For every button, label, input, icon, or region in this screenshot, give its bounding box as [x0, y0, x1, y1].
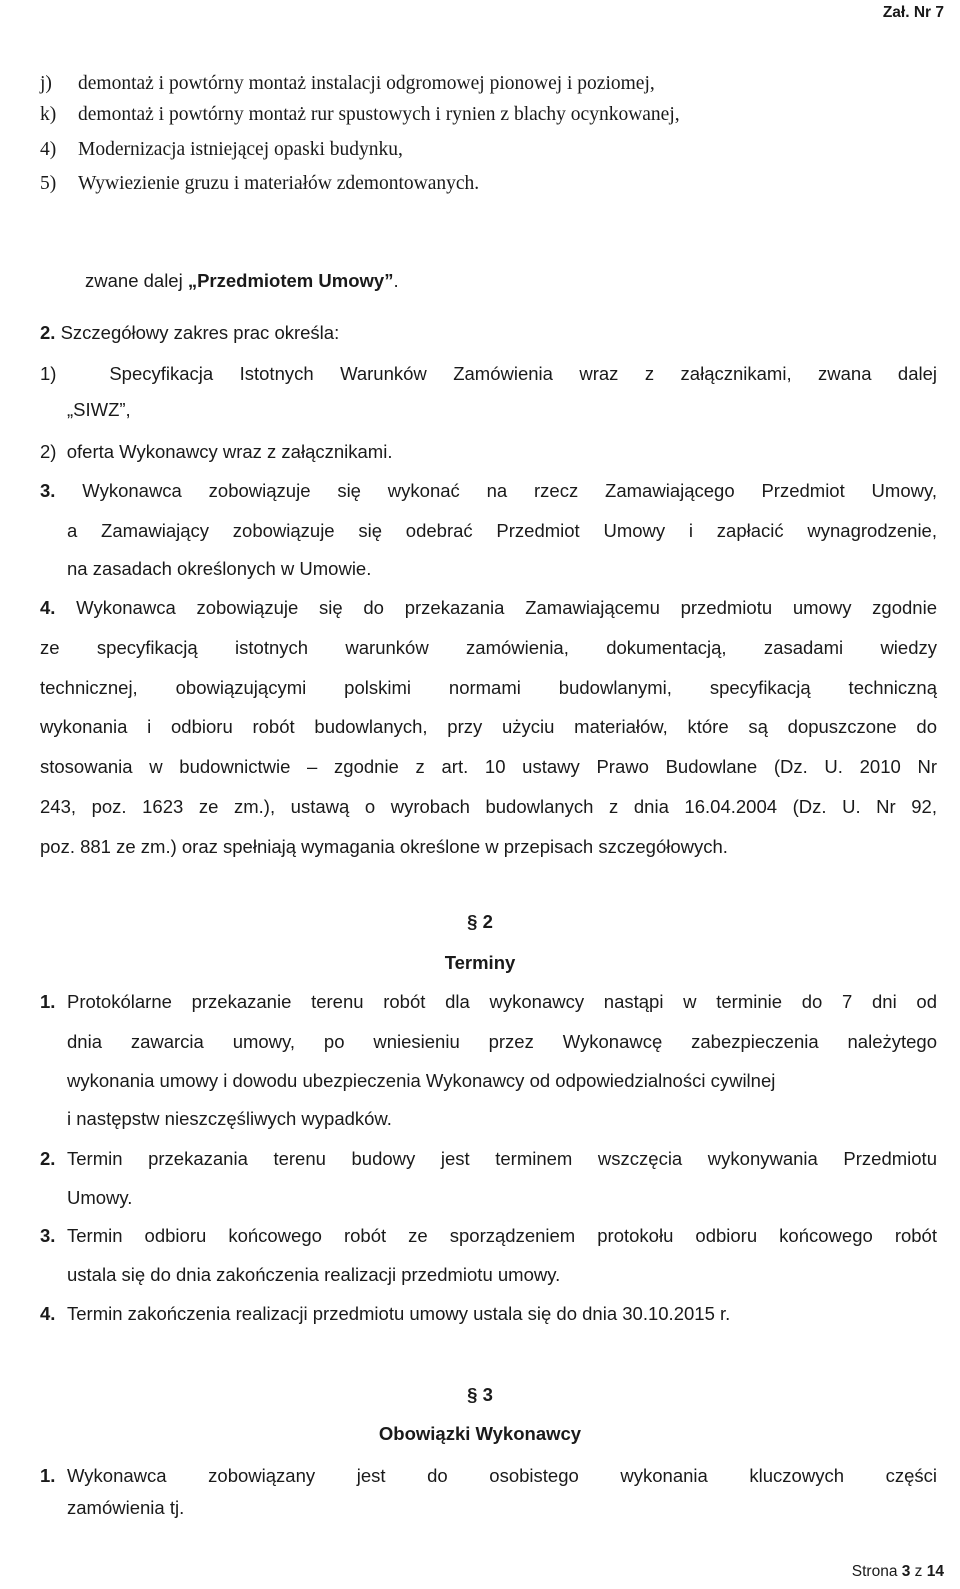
list-marker: 5) — [40, 173, 57, 194]
paragraph-4-line: wykonania i odbioru robót budowlanych, przy użyciu materiałów, które są dopuszczone do — [40, 716, 937, 737]
paragraph-number: 4. — [40, 597, 56, 618]
intro-line: zwane dalej „Przedmiotem Umowy”. — [85, 270, 399, 291]
section-title: Terminy — [444, 952, 516, 973]
section-title: Obowiązki Wykonawcy — [378, 1423, 582, 1444]
attachment-label: Zał. Nr 7 — [882, 4, 944, 21]
list-text: Wywiezienie gruzu i materiałów zdemontowanych. — [78, 173, 480, 194]
paragraph-2: 2. Szczegółowy zakres prac określa: — [40, 322, 340, 343]
item-line: wykonania umowy i dowodu ubezpieczenia Wykonawcy od odpowiedzialności cywilnej — [67, 1070, 776, 1091]
item-line: Umowy. — [67, 1187, 133, 1208]
item-line: Protokólarne przekazanie terenu robót dla wykonawcy nastąpi w terminie do 7 dni od — [67, 991, 937, 1012]
list-item — [40, 173, 479, 195]
subject-term: „Przedmiotem Umowy” — [187, 270, 394, 291]
paragraph-3-line: a Zamawiający zobowiązuje się odebrać Przedmiot Umowy i zapłacić wynagrodzenie, — [67, 520, 937, 541]
paragraph-number: 2. — [40, 322, 56, 343]
item-number: 2. — [40, 1148, 56, 1169]
paragraph-3-line: na zasadach określonych w Umowie. — [67, 558, 372, 579]
item-line: Termin zakończenia realizacji przedmiotu umowy ustala się do dnia 30.10.2015 r. — [67, 1303, 731, 1324]
item-line: zamówienia tj. — [67, 1497, 185, 1518]
paragraph-4-line: ze specyfikacją istotnych warunków zamówienia, dokumentacją, zasadami wiedzy — [40, 637, 937, 658]
list-marker: j) — [40, 73, 52, 94]
item-line: Termin odbioru końcowego robót ze sporządzeniem protokołu odbioru końcowego robót — [67, 1225, 937, 1246]
list-marker: 4) — [40, 139, 57, 160]
paragraph-3-line: 3. Wykonawca zobowiązuje się wykonać na rzecz Zamawiającego Przedmiot Umowy, — [40, 480, 937, 501]
paragraph-4-line: technicznej, obowiązującymi polskimi normami budowlanymi, specyfikacją techniczną — [40, 677, 937, 698]
list-item — [40, 139, 403, 161]
item-number: 1. — [40, 991, 56, 1012]
list-item — [40, 104, 680, 126]
section-symbol: § 2 — [467, 911, 493, 932]
list-text: demontaż i powtórny montaż rur spustowych i rynien z blachy ocynkowanej, — [78, 104, 680, 125]
list-text: demontaż i powtórny montaż instalacji odgromowej pionowej i poziomej, — [78, 73, 655, 94]
p2-item-1: 1) Specyfikacja Istotnych Warunków Zamówienia wraz z załącznikami, zwana dalej — [40, 363, 938, 384]
paragraph-4-line: stosowania w budownictwie – zgodnie z art. 10 ustawy Prawo Budowlane (Dz. U. 2010 Nr — [40, 756, 937, 777]
item-line: i następstw nieszczęśliwych wypadków. — [67, 1108, 392, 1129]
list-item — [40, 73, 655, 95]
siwz-label: „SIWZ”, — [67, 399, 131, 420]
item-number: 4. — [40, 1303, 56, 1324]
list-text: Modernizacja istniejącej opaski budynku, — [78, 139, 403, 160]
item-number: 1. — [40, 1465, 56, 1486]
item-line: ustala się do dnia zakończenia realizacji przedmiotu umowy. — [67, 1264, 561, 1285]
paragraph-4-line: 4. Wykonawca zobowiązuje się do przekazania Zamawiającemu przedmiotu umowy zgodnie — [40, 597, 937, 618]
item-line: dnia zawarcia umowy, po wniesieniu przez Wykonawcę zabezpieczenia należytego — [67, 1031, 937, 1052]
paragraph-4-line: 243, poz. 1623 ze zm.), ustawą o wyrobach budowlanych z dnia 16.04.2004 (Dz. U. Nr 92, — [40, 796, 937, 817]
section-symbol: § 3 — [467, 1384, 493, 1405]
p2-item-2: 2) oferta Wykonawcy wraz z załącznikami. — [40, 441, 393, 462]
item-line: Termin przekazania terenu budowy jest terminem wszczęcia wykonywania Przedmiotu — [67, 1148, 937, 1169]
paragraph-number: 3. — [40, 480, 56, 501]
item-line: Wykonawca zobowiązany jest do osobistego wykonania kluczowych części — [67, 1465, 937, 1486]
list-marker: k) — [40, 104, 57, 125]
paragraph-4-line: poz. 881 ze zm.) oraz spełniają wymagania określone w przepisach szczegółowych. — [40, 836, 728, 857]
item-number: 3. — [40, 1225, 56, 1246]
page-number: Strona 3 z 14 — [851, 1563, 944, 1580]
